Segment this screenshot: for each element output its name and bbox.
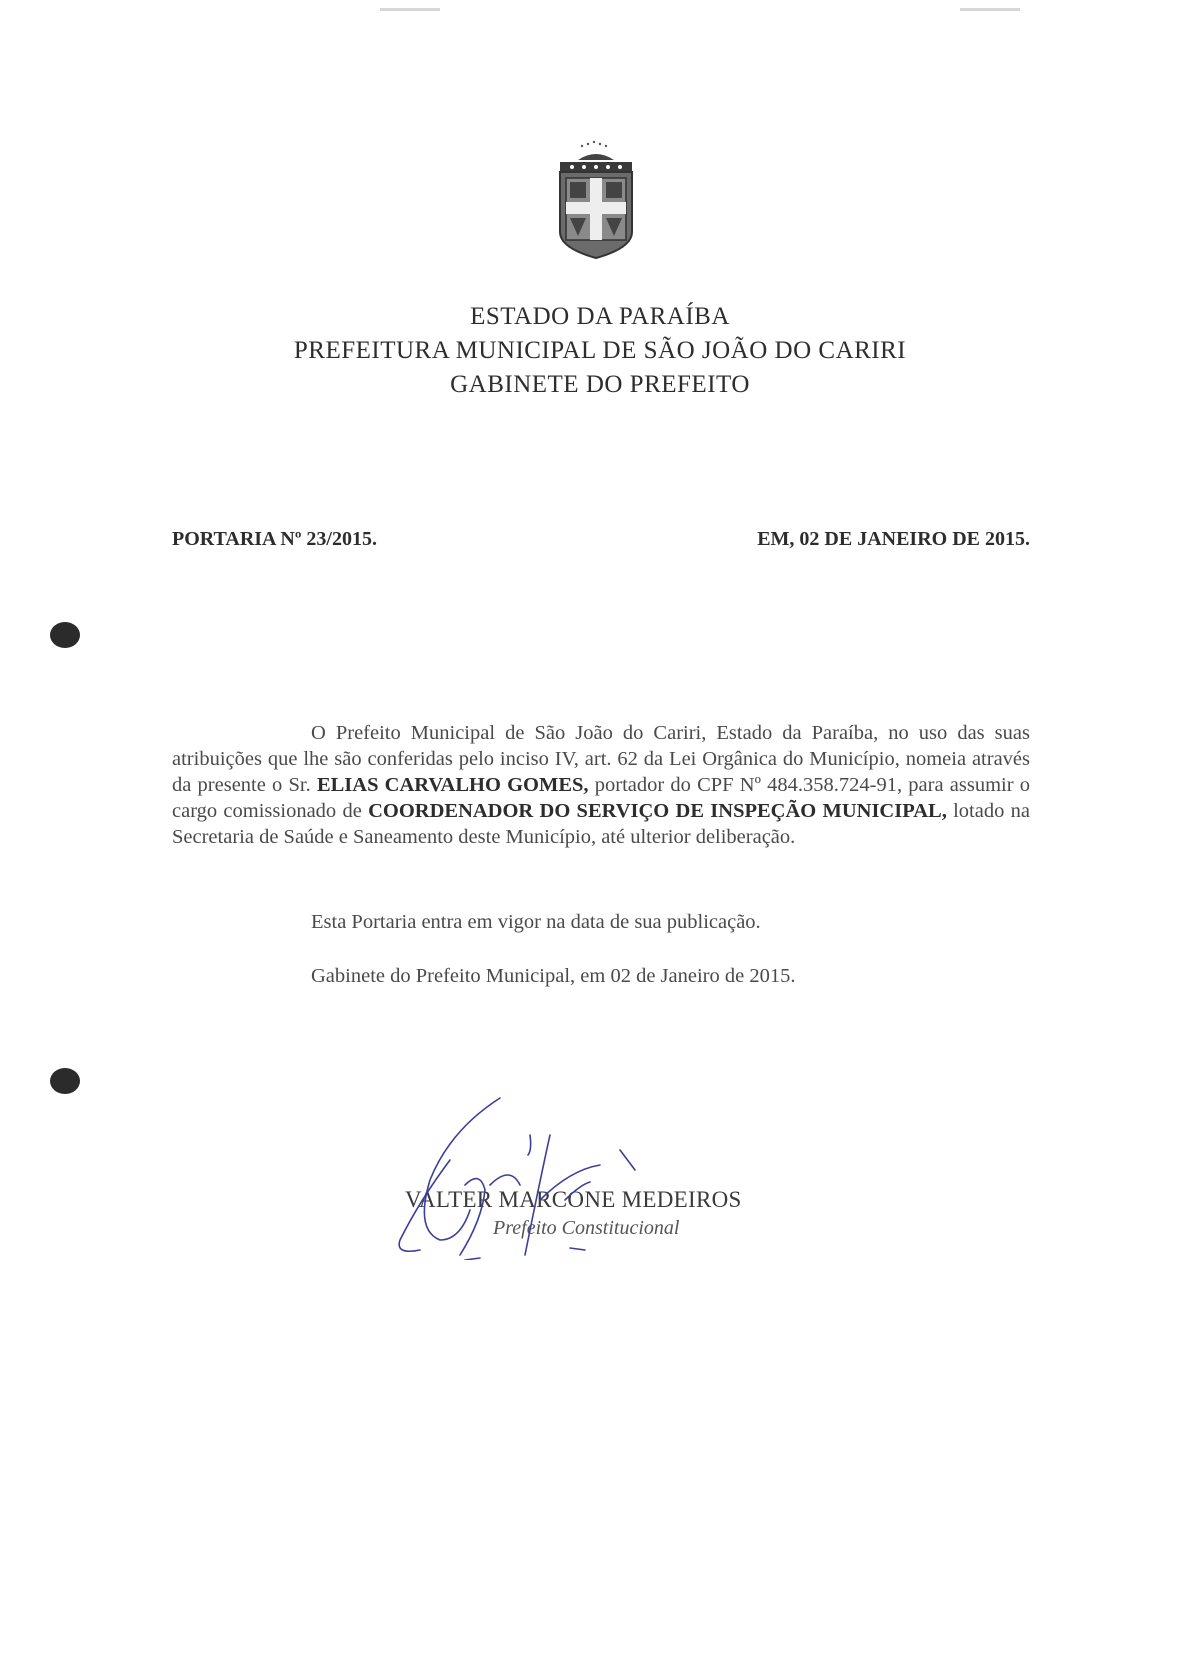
appointee-name: ELIAS CARVALHO GOMES, xyxy=(316,774,589,796)
appointed-role: COORDENADOR DO SERVIÇO DE INSPEÇÃO MUNICIPAL, xyxy=(368,800,947,822)
office-title: GABINETE DO PREFEITO xyxy=(450,371,750,398)
punch-hole xyxy=(50,622,80,648)
letterhead xyxy=(0,300,1200,402)
punch-hole xyxy=(50,1068,80,1094)
effective-clause: Esta Portaria entra em vigor na data de sua publicação. xyxy=(311,911,761,933)
signatory-name: VALTER MARCONE MEDEIROS xyxy=(405,1187,742,1212)
state-title: ESTADO DA PARAÍBA xyxy=(470,303,730,330)
scan-mark xyxy=(960,8,1020,11)
handwritten-signature xyxy=(390,1090,710,1260)
main-paragraph: O Prefeito Municipal de São João do Cariri, Estado da Paraíba, no uso das suas atribuições que lhe são conferidas pelo inciso IV, art. 62 da Lei Orgânica do Município, nomeia através da presente o Sr. ELIAS CARVALHO GOMES, portador do CPF Nº 484.358.724-91, para assumir o cargo comissionado de COORDENADOR DO SERVIÇO DE INSPEÇÃO MUNICIPAL, lotado na Secretaria de Saúde e Saneamento deste Município, até ulterior deliberação. xyxy=(172,722,1030,848)
closing-line: Gabinete do Prefeito Municipal, em 02 de Janeiro de 2015. xyxy=(311,965,796,987)
municipality-title: PREFEITURA MUNICIPAL DE SÃO JOÃO DO CARIRI xyxy=(293,337,907,364)
scan-mark xyxy=(380,8,440,11)
coat-of-arms-icon xyxy=(548,140,644,262)
ordinance-date: EM, 02 DE JANEIRO DE 2015. xyxy=(757,528,1030,550)
signatory-title: Prefeito Constitucional xyxy=(493,1217,680,1239)
ordinance-body xyxy=(172,720,1030,850)
ordinance-number: PORTARIA Nº 23/2015. xyxy=(172,528,377,550)
